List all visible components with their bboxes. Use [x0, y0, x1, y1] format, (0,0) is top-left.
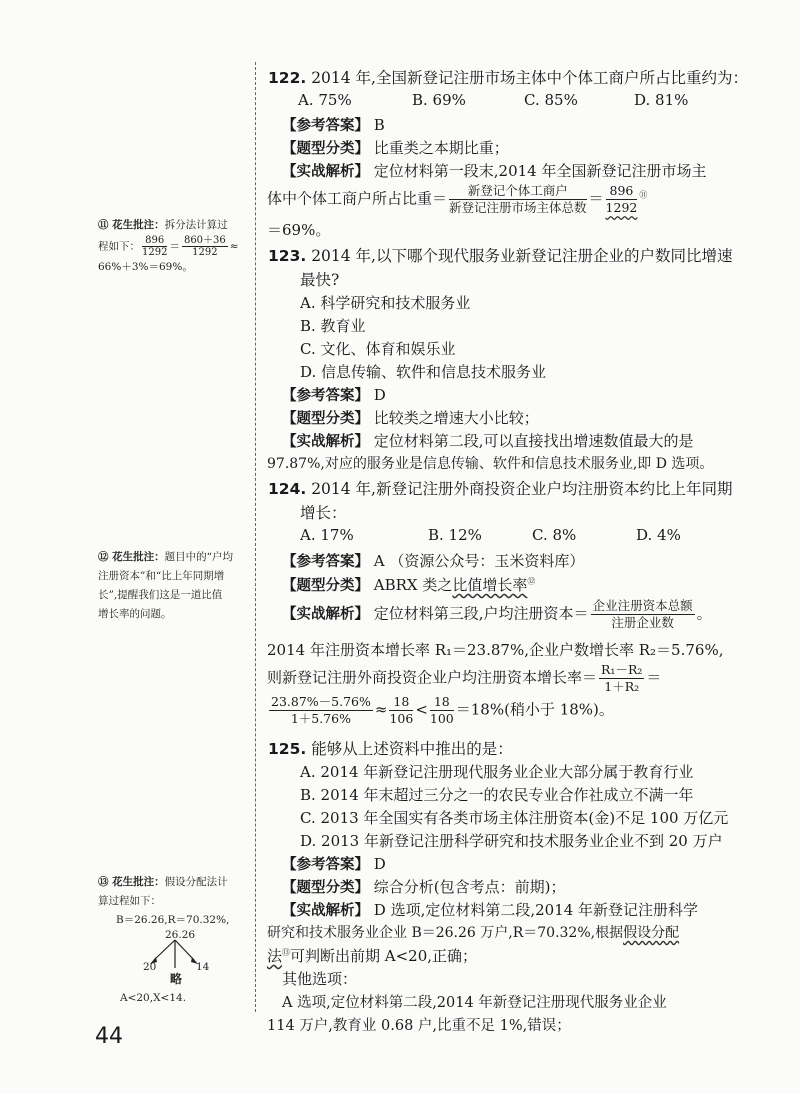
margin-note-13	[98, 873, 229, 930]
q122-option-d: D. 81%	[634, 91, 689, 109]
fraction-denominator: 1＋R₂	[604, 679, 640, 694]
question-number: 123.	[268, 247, 307, 265]
fraction-denominator: 新登记注册市场主体总数	[449, 200, 587, 215]
note-title: ⑪ 花生批注：	[98, 219, 165, 231]
analysis-emphasis: 假设分配	[623, 925, 680, 941]
q125-analysis-line3	[267, 945, 477, 966]
fraction-numerator: 896	[142, 235, 167, 247]
q125-option-a-analysis-1: A 选项,定位材料第二段,2014 年新登记注册现代服务业企业	[282, 995, 667, 1011]
q124-type	[282, 574, 535, 595]
q122-analysis-line1	[282, 160, 707, 181]
q123-analysis-line2: 97.87%,对应的服务业是信息传输、软件和信息技术服务业,即 D 选项。	[267, 456, 714, 472]
fraction-denominator: 1292	[192, 247, 218, 258]
answer-label: 【参考答案】	[282, 857, 369, 873]
type-label: 【题型分类】	[282, 411, 369, 427]
question-text: 2014 年,新登记注册外商投资企业户均注册资本约比上年同期	[311, 480, 733, 498]
q122-option-a: A. 75%	[298, 91, 352, 109]
question-123-stem-2: 最快?	[300, 271, 340, 289]
note-13-conclusion: A<20,X<14.	[120, 992, 187, 1004]
approx-fraction	[389, 694, 413, 727]
answer-value: B	[373, 116, 385, 134]
q124-analysis-line2: 2014 年注册资本增长率 R₁＝23.87%,企业户数增长率 R₂＝5.76%,	[267, 641, 724, 659]
tree-top-value: 26.26	[165, 929, 196, 941]
note-fraction	[142, 235, 167, 258]
q123-answer	[282, 384, 386, 405]
type-value: 比重类之本期比重；	[373, 139, 509, 157]
q122-answer	[282, 114, 385, 135]
q125-option-b: B. 2014 年末超过三分之一的农民专业合作社成立不满一年	[300, 786, 694, 804]
analysis-label: 【实战解析】	[282, 903, 369, 919]
question-text: 2014 年,全国新登记注册市场主体中个体工商户所占比重约为：	[311, 69, 748, 87]
fraction-denominator: 1292	[605, 200, 638, 215]
analysis-text: 。	[696, 604, 712, 623]
q125-analysis-line2	[267, 922, 679, 942]
column-divider	[255, 62, 256, 1012]
note-text: 算过程如下：	[98, 895, 161, 907]
fraction-denominator: 1＋5.76%	[290, 711, 352, 726]
value-fraction	[606, 183, 638, 216]
note-title: ⑫ 花生批注：	[98, 551, 165, 563]
note-text: 假设分配法计	[164, 876, 228, 888]
fraction-numerator: 18	[430, 694, 454, 711]
q123-option-d: D. 信息传输、软件和信息技术服务业	[300, 363, 547, 381]
q124-analysis-line4	[267, 694, 614, 727]
q122-option-c: C. 85%	[524, 91, 578, 109]
tree-left-value: 20	[143, 961, 157, 973]
q124-option-d: D. 4%	[636, 526, 681, 544]
type-label: 【题型分类】	[282, 141, 369, 157]
q123-type	[282, 407, 539, 428]
analysis-text: 定位材料第三段,户均注册资本＝	[373, 604, 589, 623]
fraction-numerator: 企业注册资本总额	[592, 598, 693, 613]
q125-option-a: A. 2014 年新登记注册现代服务业企业大部分属于教育行业	[300, 763, 694, 781]
question-124-stem	[268, 477, 733, 499]
q123-analysis-line1	[282, 430, 694, 451]
analysis-label: 【实战解析】	[282, 164, 369, 180]
type-value: ABRX 类之	[373, 576, 453, 594]
q124-option-b: B. 12%	[428, 526, 482, 544]
fraction-numerator: 18	[389, 694, 413, 711]
fraction-numerator: 896	[606, 183, 638, 200]
type-value-emphasis: 比值增长率	[452, 576, 528, 594]
fraction-numerator: 23.87%－5.76%	[271, 694, 371, 709]
answer-label: 【参考答案】	[282, 388, 369, 404]
q125-other-options: 其他选项：	[282, 970, 358, 988]
question-number: 124.	[268, 480, 307, 498]
analysis-text: ＝18%(稍小于 18%)。	[455, 700, 614, 719]
analysis-text: 则新登记注册外商投资企业户均注册资本增长率＝	[267, 668, 598, 687]
note-text: 增长率的问题。	[98, 608, 172, 620]
analysis-text: 可判断出前期 A<20,正确；	[290, 947, 478, 965]
question-text: 2014 年,以下哪个现代服务业新登记注册企业的户数同比增速	[311, 247, 733, 265]
ratio-fraction	[449, 183, 587, 216]
footnote-mark: ⑫	[527, 577, 536, 586]
q124-analysis-line3	[267, 662, 661, 695]
note-text: 程如下：	[98, 240, 140, 253]
q122-option-b: B. 69%	[412, 91, 466, 109]
type-label: 【题型分类】	[282, 578, 369, 594]
answer-value: D	[373, 386, 386, 404]
note-text: 长”,提醒我们这是一道比值	[98, 589, 223, 601]
analysis-text: 定位材料第一段末,2014 年全国新登记注册市场主	[373, 162, 707, 180]
question-123-stem	[268, 244, 733, 266]
q125-type	[282, 876, 566, 897]
note-text: 注册资本”和“比上年同期增	[98, 570, 225, 582]
answer-label: 【参考答案】	[282, 118, 369, 134]
question-number: 122.	[268, 69, 307, 87]
q123-option-a: A. 科学研究和技术服务业	[300, 294, 471, 312]
analysis-emphasis: 法	[267, 947, 283, 965]
footnote-mark: ⑪	[639, 190, 648, 200]
footnote-mark: ⑬	[282, 948, 291, 957]
growth-formula-fraction	[599, 662, 644, 695]
fraction-denominator: 106	[389, 711, 414, 726]
note-title: ⑬ 花生批注：	[98, 876, 165, 888]
question-124-stem-2: 增长：	[300, 504, 347, 522]
q125-option-a-analysis-2: 114 万户,教育业 0.68 户,比重不足 1%,错误；	[267, 1018, 571, 1034]
analysis-text: 研究和技术服务业企业 B＝26.26 万户,R＝70.32%,根据	[267, 925, 624, 941]
fraction-numerator: 新登记个体工商户	[449, 183, 587, 200]
margin-note-12	[98, 548, 233, 624]
note-text: 拆分法计算过	[164, 219, 228, 231]
question-122-stem	[268, 66, 748, 88]
fraction-denominator: 注册企业数	[611, 615, 674, 630]
type-value: 比较类之增速大小比较；	[373, 409, 539, 427]
capital-fraction	[591, 598, 695, 631]
page-number: 44	[95, 1024, 123, 1049]
analysis-label: 【实战解析】	[282, 434, 369, 450]
question-text: 能够从上述资料中推出的是：	[311, 740, 513, 758]
analysis-text: 定位材料第二段,可以直接找出增速数值最大的是	[373, 432, 694, 450]
q124-option-c: C. 8%	[532, 526, 577, 544]
q125-option-c: C. 2013 年全国实有各类市场主体注册资本(金)不足 100 万亿元	[300, 809, 729, 827]
answer-label: 【参考答案】	[282, 554, 369, 570]
q124-option-a: A. 17%	[300, 526, 354, 544]
tree-right-value: 14	[196, 961, 210, 973]
equals-sign: ＝	[588, 189, 604, 208]
type-label: 【题型分类】	[282, 880, 369, 896]
note-text: B＝26.26,R＝70.32%,	[116, 914, 230, 926]
analysis-text: D 选项,定位材料第二段,2014 年新登记注册科学	[373, 901, 699, 919]
approx-sign: ≈	[229, 240, 239, 253]
q125-analysis-line1	[282, 899, 698, 920]
type-value: 综合分析(包含考点：前期)；	[373, 878, 566, 896]
q122-result: ＝69%。	[267, 221, 331, 239]
analysis-text: 体中个体工商户所占比重＝	[267, 189, 448, 208]
q123-option-b: B. 教育业	[300, 317, 366, 335]
bound-fraction	[430, 694, 454, 727]
equals-sign: ＝	[646, 668, 662, 687]
tree-omitted-label: 略	[170, 972, 183, 986]
answer-value: D	[373, 855, 386, 873]
note-fraction	[182, 235, 228, 258]
q125-answer	[282, 853, 386, 874]
q124-analysis-line1	[282, 598, 712, 631]
question-125-stem	[268, 737, 513, 759]
question-number: 125.	[268, 740, 307, 758]
q123-option-c: C. 文化、体育和娱乐业	[300, 340, 456, 358]
answer-value: A （资源公众号：玉米资料库）	[373, 552, 585, 570]
note-text: 66%＋3%＝69%。	[98, 261, 193, 273]
note-text: 题目中的“户均	[164, 551, 234, 563]
q125-option-d: D. 2013 年新登记注册科学研究和技术服务业企业不到 20 万户	[300, 832, 723, 850]
less-than-sign: <	[415, 700, 428, 719]
equals-sign: ＝	[169, 240, 180, 253]
analysis-label: 【实战解析】	[282, 606, 369, 623]
fraction-numerator: 860＋36	[183, 235, 226, 246]
fraction-numerator: R₁－R₂	[601, 662, 643, 677]
approx-sign: ≈	[374, 700, 388, 719]
fraction-denominator: 1292	[142, 247, 168, 258]
calc-fraction	[269, 694, 373, 727]
q122-type	[282, 137, 509, 158]
margin-note-11	[98, 216, 239, 277]
q124-answer	[282, 550, 584, 571]
fraction-denominator: 100	[429, 711, 454, 726]
q122-analysis-line2	[267, 183, 647, 216]
